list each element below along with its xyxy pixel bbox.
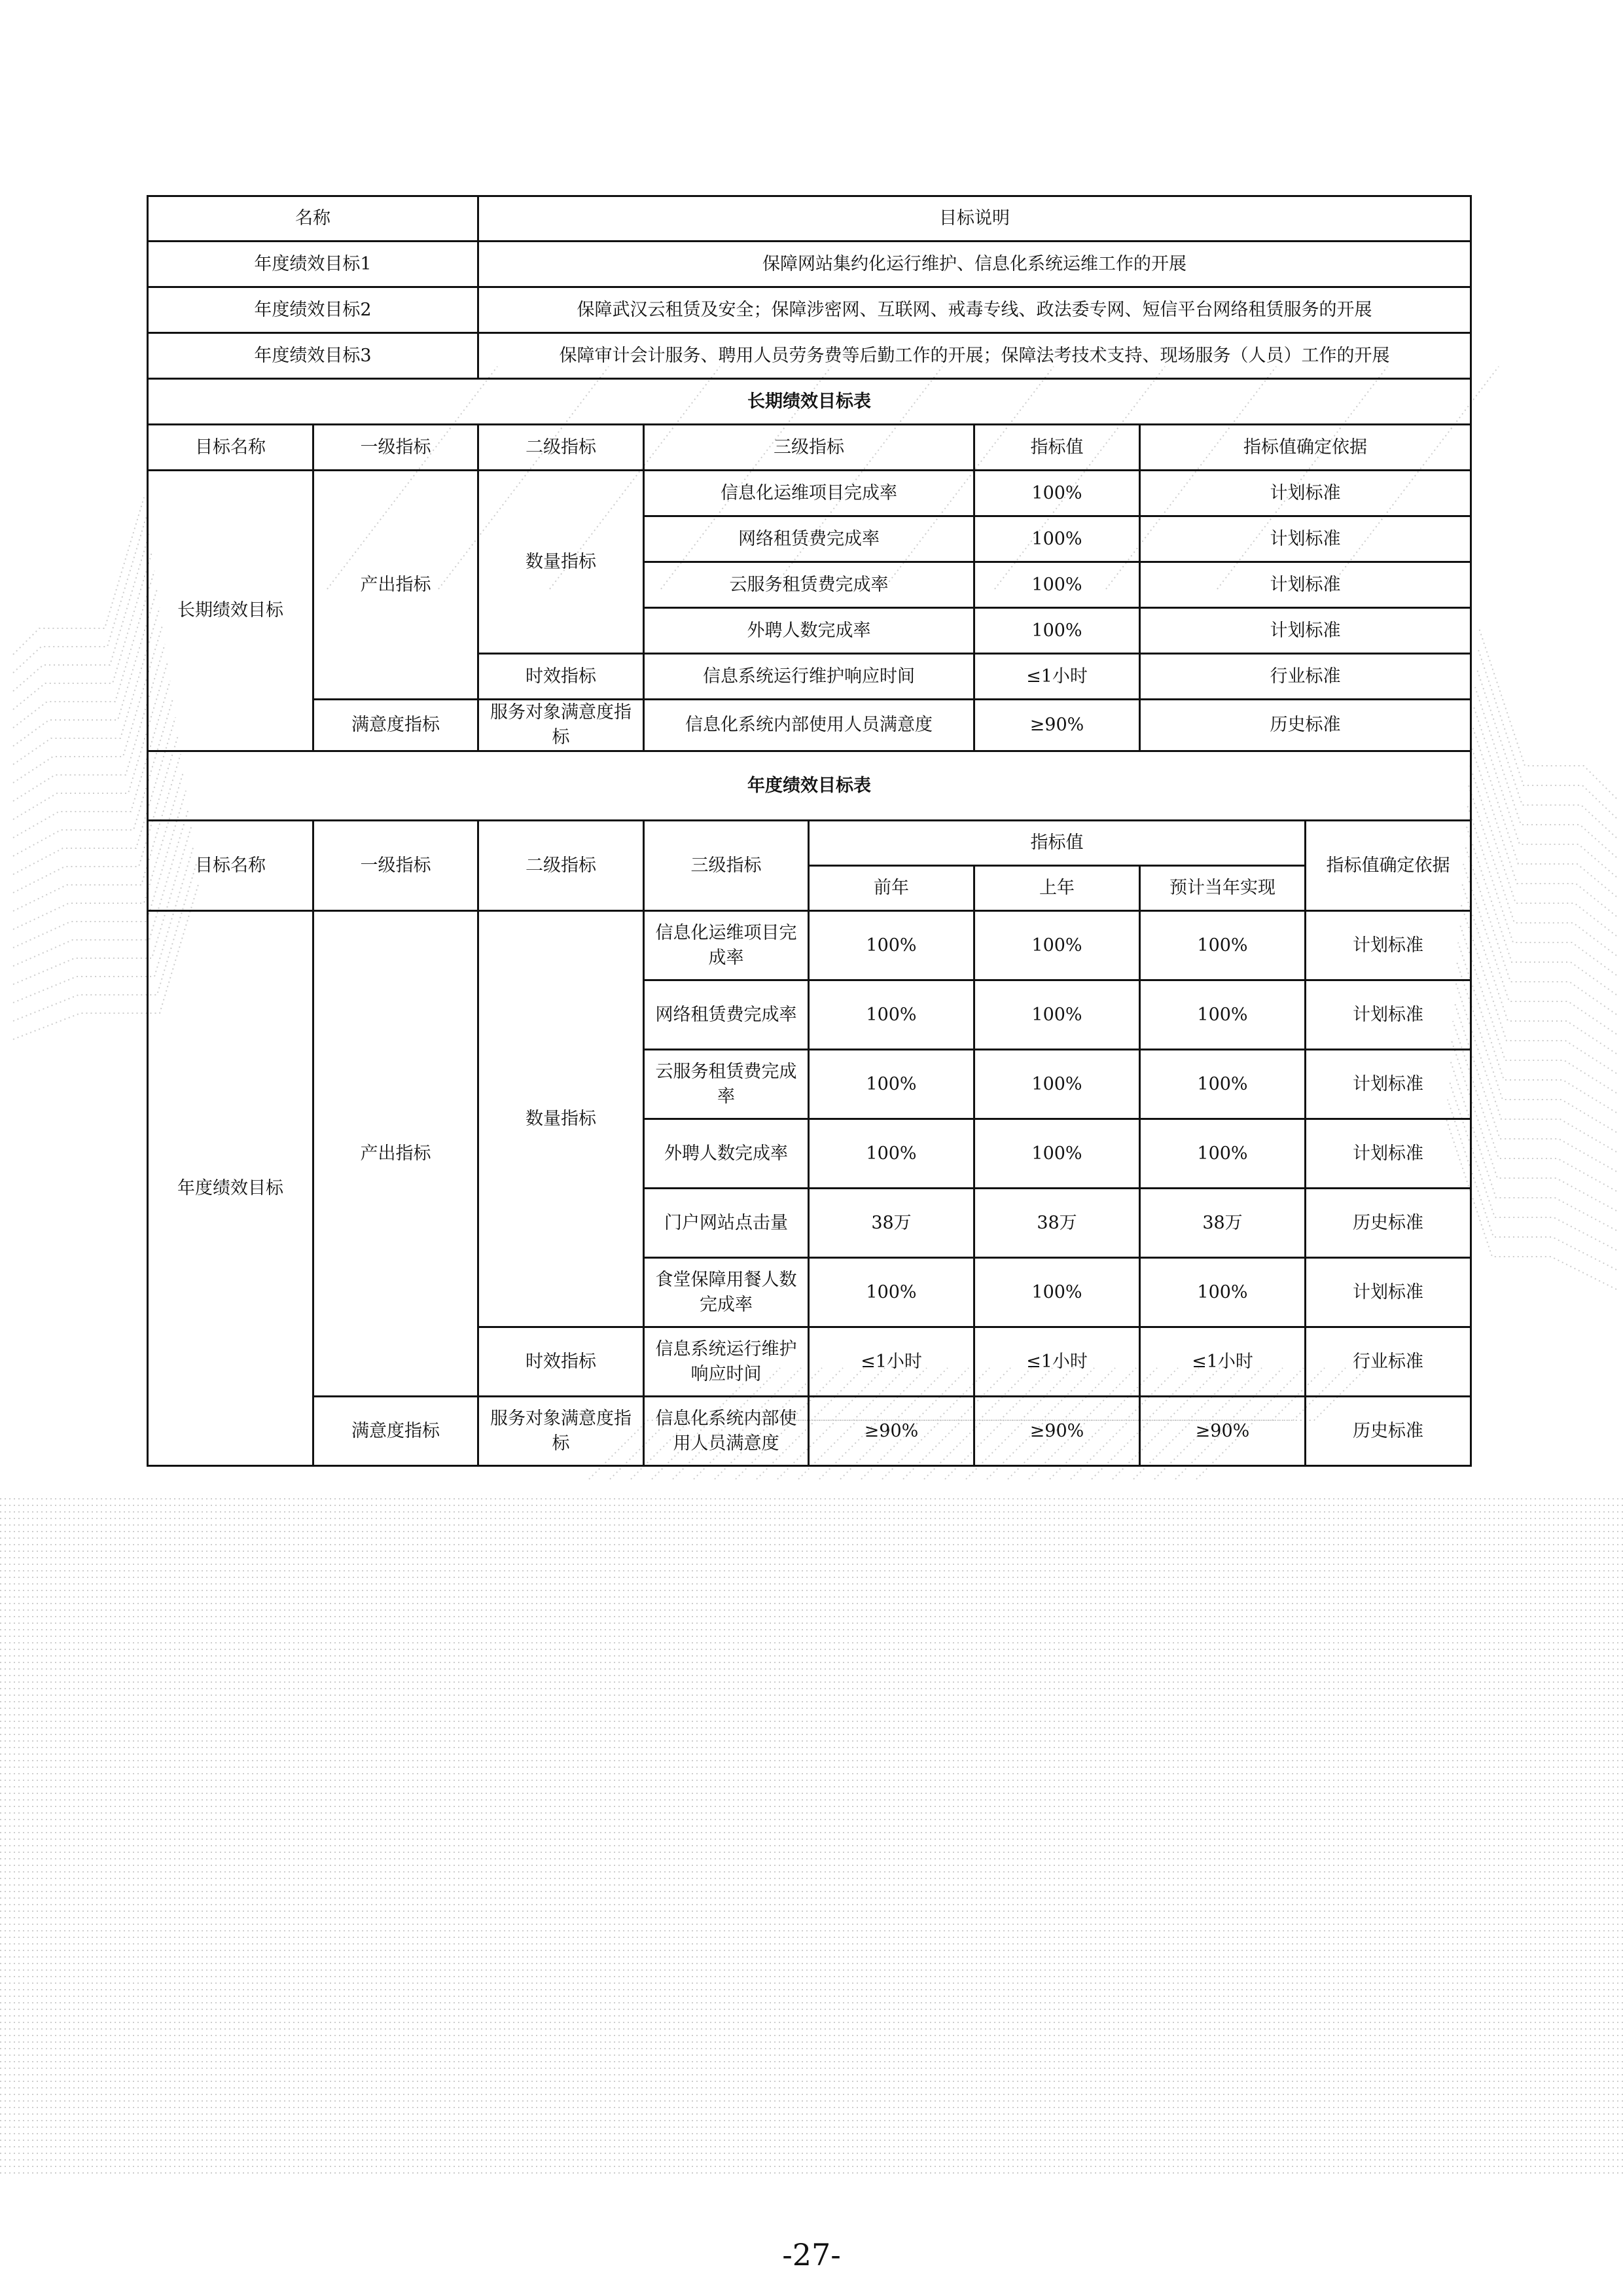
basis-cell: 计划标准: [1140, 562, 1471, 608]
last-cell: ≥90%: [974, 1397, 1140, 1466]
basis-cell: 计划标准: [1306, 1050, 1471, 1119]
goals-table: [147, 195, 1472, 380]
basis-cell: 计划标准: [1140, 471, 1471, 516]
basis-cell: 计划标准: [1140, 516, 1471, 562]
header-this-year: 预计当年实现: [1140, 866, 1306, 911]
level3-cell: 信息系统运行维护响应时间: [644, 654, 974, 700]
value-cell: ≥90%: [974, 700, 1140, 751]
table-row: [148, 911, 1471, 980]
header-target-name: 目标名称: [148, 821, 313, 911]
table-row: [148, 700, 1471, 751]
value-cell: 100%: [974, 608, 1140, 654]
goals-header-row: [148, 196, 1471, 242]
last-cell: 100%: [974, 980, 1140, 1050]
level3-cell: 外聘人数完成率: [644, 608, 974, 654]
basis-cell: 计划标准: [1306, 980, 1471, 1050]
goal-name: 年度绩效目标1: [148, 242, 478, 287]
goal-description: 保障网站集约化运行维护、信息化系统运维工作的开展: [478, 242, 1471, 287]
prev-cell: 100%: [809, 980, 974, 1050]
value-cell: 100%: [974, 471, 1140, 516]
prev-cell: ≥90%: [809, 1397, 974, 1466]
value-cell: 100%: [974, 516, 1140, 562]
level3-cell: 信息系统运行维护响应时间: [644, 1327, 809, 1397]
this-cell: 100%: [1140, 1258, 1306, 1327]
basis-cell: 历史标准: [1306, 1189, 1471, 1258]
level3-cell: 信息化系统内部使用人员满意度: [644, 1397, 809, 1466]
basis-cell: 行业标准: [1140, 654, 1471, 700]
this-cell: 100%: [1140, 980, 1306, 1050]
target-name-cell: 长期绩效目标: [148, 471, 313, 751]
prev-cell: 100%: [809, 1258, 974, 1327]
annual-title-row: [148, 751, 1471, 821]
long-term-title: 长期绩效目标表: [148, 379, 1471, 425]
level2-quantity-cell: 数量指标: [478, 911, 644, 1327]
goal-name: 年度绩效目标3: [148, 333, 478, 379]
header-level3: 三级指标: [644, 425, 974, 471]
page-number: -27-: [782, 2237, 841, 2272]
prev-cell: ≤1小时: [809, 1327, 974, 1397]
level2-timeliness-cell: 时效指标: [478, 1327, 644, 1397]
header-level1: 一级指标: [313, 425, 478, 471]
long-term-table: [147, 378, 1472, 752]
level1-output-cell: 产出指标: [313, 911, 478, 1397]
this-cell: 100%: [1140, 911, 1306, 980]
basis-cell: 计划标准: [1140, 608, 1471, 654]
goal-name: 年度绩效目标2: [148, 287, 478, 333]
level3-cell: 信息化系统内部使用人员满意度: [644, 700, 974, 751]
goals-header-name: 名称: [148, 196, 478, 242]
long-term-header-row: [148, 425, 1471, 471]
level2-satisfaction-cell: 服务对象满意度指标: [478, 1397, 644, 1466]
goal-description: 保障武汉云租赁及安全；保障涉密网、互联网、戒毒专线、政法委专网、短信平台网络租赁服务的开展: [478, 287, 1471, 333]
this-cell: ≤1小时: [1140, 1327, 1306, 1397]
header-prev-year: 前年: [809, 866, 974, 911]
level3-cell: 门户网站点击量: [644, 1189, 809, 1258]
value-cell: 100%: [974, 562, 1140, 608]
annual-header-row: [148, 821, 1471, 866]
basis-cell: 历史标准: [1306, 1397, 1471, 1466]
level2-satisfaction-cell: 服务对象满意度指标: [478, 700, 644, 751]
level3-cell: 信息化运维项目完成率: [644, 911, 809, 980]
this-cell: 100%: [1140, 1119, 1306, 1189]
header-basis: 指标值确定依据: [1140, 425, 1471, 471]
basis-cell: 计划标准: [1306, 1119, 1471, 1189]
basis-cell: 历史标准: [1140, 700, 1471, 751]
header-level2: 二级指标: [478, 821, 644, 911]
value-cell: ≤1小时: [974, 654, 1140, 700]
level3-cell: 食堂保障用餐人数完成率: [644, 1258, 809, 1327]
header-last-year: 上年: [974, 866, 1140, 911]
target-name-cell: 年度绩效目标: [148, 911, 313, 1466]
prev-cell: 100%: [809, 1119, 974, 1189]
basis-cell: 计划标准: [1306, 911, 1471, 980]
this-cell: 100%: [1140, 1050, 1306, 1119]
level3-cell: 网络租赁费完成率: [644, 516, 974, 562]
annual-title: 年度绩效目标表: [148, 751, 1471, 821]
goals-header-description: 目标说明: [478, 196, 1471, 242]
prev-cell: 100%: [809, 1050, 974, 1119]
basis-cell: 计划标准: [1306, 1258, 1471, 1327]
goal-row: [148, 333, 1471, 379]
level3-cell: 信息化运维项目完成率: [644, 471, 974, 516]
document-body: [147, 195, 1470, 1467]
last-cell: 38万: [974, 1189, 1140, 1258]
header-target-name: 目标名称: [148, 425, 313, 471]
goal-row: [148, 242, 1471, 287]
header-value: 指标值: [809, 821, 1306, 866]
table-row: [148, 1397, 1471, 1466]
level3-cell: 外聘人数完成率: [644, 1119, 809, 1189]
level1-satisfaction-cell: 满意度指标: [313, 700, 478, 751]
last-cell: 100%: [974, 1119, 1140, 1189]
level1-output-cell: 产出指标: [313, 471, 478, 700]
level3-cell: 云服务租赁费完成率: [644, 1050, 809, 1119]
level1-satisfaction-cell: 满意度指标: [313, 1397, 478, 1466]
long-term-title-row: [148, 379, 1471, 425]
last-cell: 100%: [974, 911, 1140, 980]
prev-cell: 100%: [809, 911, 974, 980]
level3-cell: 网络租赁费完成率: [644, 980, 809, 1050]
header-level1: 一级指标: [313, 821, 478, 911]
table-row: [148, 471, 1471, 516]
header-level2: 二级指标: [478, 425, 644, 471]
last-cell: 100%: [974, 1258, 1140, 1327]
last-cell: 100%: [974, 1050, 1140, 1119]
level3-cell: 云服务租赁费完成率: [644, 562, 974, 608]
last-cell: ≤1小时: [974, 1327, 1140, 1397]
level2-quantity-cell: 数量指标: [478, 471, 644, 654]
prev-cell: 38万: [809, 1189, 974, 1258]
header-value: 指标值: [974, 425, 1140, 471]
annual-table: [147, 750, 1472, 1467]
level2-timeliness-cell: 时效指标: [478, 654, 644, 700]
header-basis: 指标值确定依据: [1306, 821, 1471, 911]
header-level3: 三级指标: [644, 821, 809, 911]
basis-cell: 行业标准: [1306, 1327, 1471, 1397]
this-cell: ≥90%: [1140, 1397, 1306, 1466]
this-cell: 38万: [1140, 1189, 1306, 1258]
goal-description: 保障审计会计服务、聘用人员劳务费等后勤工作的开展；保障法考技术支持、现场服务（人员）工作的开展: [478, 333, 1471, 379]
goal-row: [148, 287, 1471, 333]
